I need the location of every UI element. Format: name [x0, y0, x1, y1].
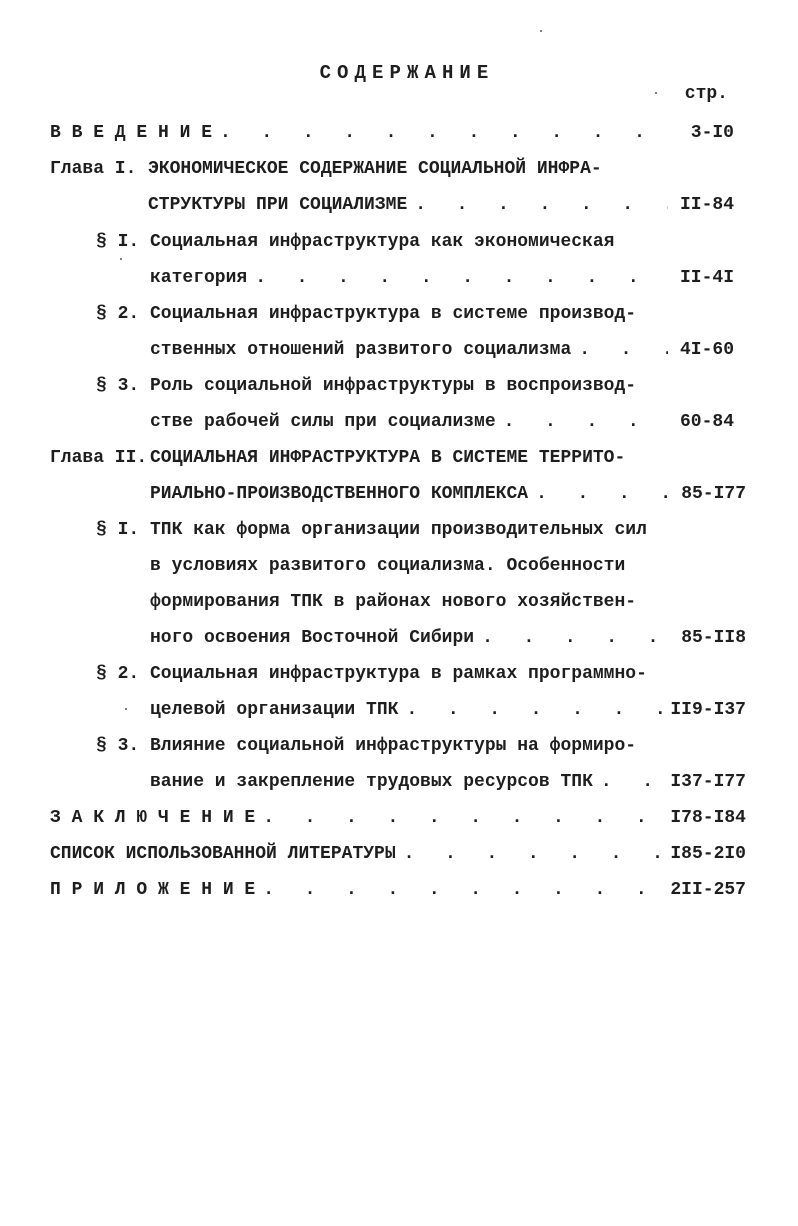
toc-entry-title: П Р И Л О Ж Е Н И Е: [50, 880, 256, 900]
toc-section-2-3-prefix: § 3.: [96, 736, 140, 756]
toc-entry-pages: I37-I77: [670, 772, 746, 792]
toc-section-2-1-line-3: формирования ТПК в районах нового хозяйствен-: [150, 592, 637, 612]
toc-entry-pages: 60-84: [679, 412, 734, 432]
toc-entry-pages: I85-2I0: [670, 844, 746, 864]
toc-entry-title: стве рабочей силы при социализме: [150, 412, 496, 432]
toc-entry-title: СПИСОК ИСПОЛЬЗОВАННОЙ ЛИТЕРАТУРЫ: [50, 844, 396, 864]
toc-entry-pages: 85-I77: [681, 484, 746, 504]
toc-section-1-3-prefix: § 3.: [96, 376, 140, 396]
toc-section-2-2-last-line: [150, 699, 746, 721]
toc-entry-pages: 2II-257: [670, 880, 746, 900]
toc-entry-title: ного освоения Восточной Сибири: [150, 628, 475, 648]
toc-chapter-1-prefix: Глава I.: [50, 159, 137, 179]
toc-entry-conclusion: [50, 807, 746, 829]
toc-chapter-2-prefix: Глава II.: [50, 448, 148, 468]
toc-entry-title: вание и закрепление трудовых ресурсов ТПК: [150, 772, 593, 792]
scan-speck: [120, 258, 122, 260]
page-title: СОДЕРЖАНИЕ: [319, 62, 495, 84]
toc-section-2-2-prefix: § 2.: [96, 664, 140, 684]
toc-section-1-2-last-line: [150, 339, 734, 361]
page-column-label: стр.: [684, 84, 728, 104]
toc-entry-pages: 3-I0: [690, 123, 734, 143]
dot-leader: [247, 267, 668, 289]
dot-leader: [571, 339, 668, 361]
toc-chapter-2-title-line-1: СОЦИАЛЬНАЯ ИНФРАСТРУКТУРА В СИСТЕМЕ ТЕРРИТО-: [150, 448, 626, 468]
toc-entry-title: категория: [150, 268, 248, 288]
toc-entry-title: ственных отношений развитого социализма: [150, 340, 572, 360]
dot-leader: [593, 771, 671, 793]
toc-section-2-1-last-line: [150, 627, 746, 649]
toc-entry-appendix: [50, 879, 746, 901]
toc-entry-bibliography: [50, 843, 746, 865]
dot-leader: [212, 122, 668, 144]
toc-chapter-1-title-line-1: ЭКОНОМИЧЕСКОЕ СОДЕРЖАНИЕ СОЦИАЛЬНОЙ ИНФРА-: [148, 159, 602, 179]
toc-entry-title: СТРУКТУРЫ ПРИ СОЦИАЛИЗМЕ: [148, 195, 408, 215]
toc-section-2-2-line-1: Социальная инфраструктура в рамках программно-: [150, 664, 647, 684]
toc-section-2-1-line-1: ТПК как форма организации производительных сил: [150, 520, 647, 540]
toc-section-2-1-prefix: § I.: [96, 520, 140, 540]
toc-entry-pages: II-4I: [679, 268, 734, 288]
toc-entry-title: РИАЛЬНО-ПРОИЗВОДСТВЕННОГО КОМПЛЕКСА: [150, 484, 529, 504]
dot-leader: [407, 194, 668, 216]
toc-section-1-3-line-1: Роль социальной инфраструктуры в воспроизвод-: [150, 376, 637, 396]
toc-entry-introduction: [50, 122, 734, 144]
toc-entry-pages: 4I-60: [679, 340, 734, 360]
scan-speck: [655, 92, 657, 94]
dot-leader: [528, 483, 680, 505]
toc-entry-title: целевой организации ТПК: [150, 700, 399, 720]
dot-leader: [496, 411, 668, 433]
toc-section-1-3-last-line: [150, 411, 734, 433]
toc-entry-pages: I78-I84: [670, 808, 746, 828]
dot-leader: [255, 879, 670, 901]
toc-section-2-3-line-1: Влияние социальной инфраструктуры на формиро-: [150, 736, 637, 756]
dot-leader: [474, 627, 680, 649]
toc-chapter-2-last-line: [150, 483, 746, 505]
dot-leader: [398, 699, 670, 721]
toc-entry-pages: II9-I37: [670, 700, 746, 720]
toc-section-1-1-last-line: [150, 267, 734, 289]
toc-section-1-2-prefix: § 2.: [96, 304, 140, 324]
toc-entry-pages: 85-II8: [681, 628, 746, 648]
toc-entry-pages: II-84: [679, 195, 734, 215]
dot-leader: [255, 807, 670, 829]
toc-entry-title: В В Е Д Е Н И Е: [50, 123, 213, 143]
toc-section-1-1-line-1: Социальная инфраструктура как экономическая: [150, 232, 615, 252]
toc-section-1-2-line-1: Социальная инфраструктура в системе производ-: [150, 304, 637, 324]
toc-entry-title: З А К Л Ю Ч Е Н И Е: [50, 808, 256, 828]
scan-speck: [125, 708, 127, 710]
toc-section-1-1-prefix: § I.: [96, 232, 140, 252]
scan-speck: [540, 30, 542, 32]
toc-chapter-1-last-line: [148, 194, 734, 216]
toc-section-2-3-last-line: [150, 771, 746, 793]
toc-section-2-1-line-2: в условиях развитого социализма. Особенности: [150, 556, 626, 576]
dot-leader: [396, 843, 671, 865]
